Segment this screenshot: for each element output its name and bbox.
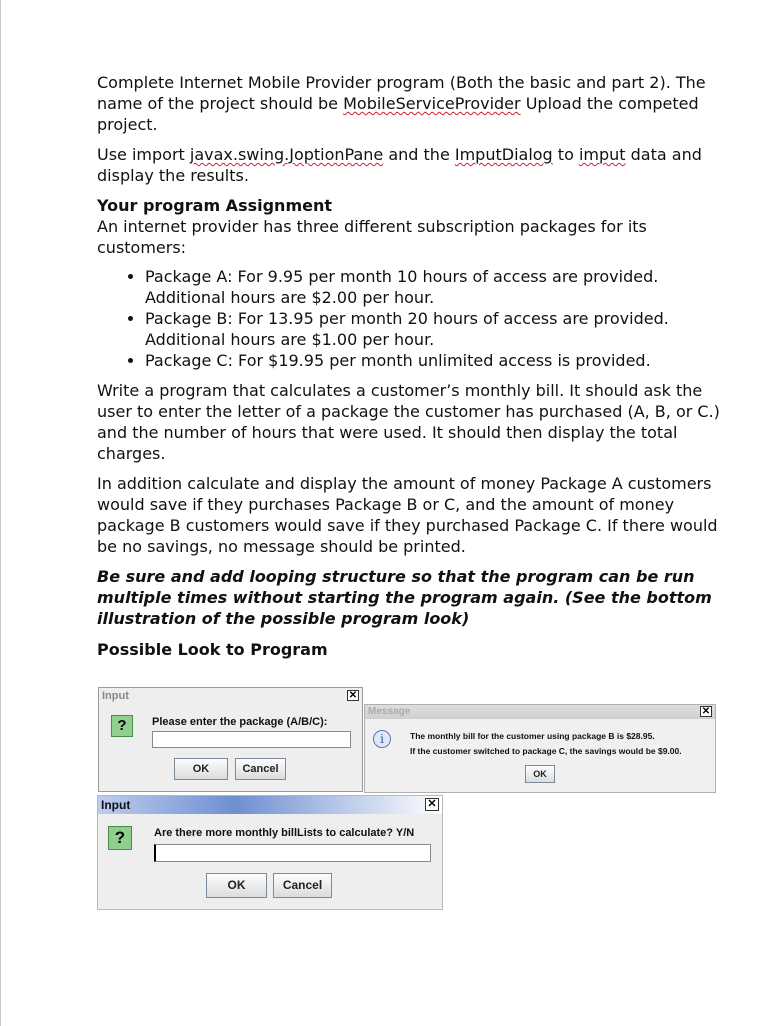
more-bills-prompt: Are there more monthly billLists to calculate? Y/N [154,827,415,839]
imput-term: imput [578,145,626,164]
cancel-button[interactable]: Cancel [273,873,332,898]
bill-message: The monthly bill for the customer using package B is $28.95. [410,731,655,741]
savings-description: In addition calculate and display the amount of money Package A customers would save if they purchases Package B or C, and the amount of money package B customers would save if they purchased Package C. If there would be no savings, no message should be printed. [97,474,718,556]
import-paragraph: Use import javax.swing.JoptionPane and the ImputDialog to imput data and display the results. [97,145,702,185]
package-b-item: • Package B: For 13.95 per month 20 hours of access are provided. Additional hours are $1.00 per hour. [145,308,722,350]
dialog-title: Message [368,706,411,717]
document-body [97,72,722,660]
question-icon: ? [111,715,133,737]
package-list [97,266,722,371]
message-dialog [364,704,716,793]
package-a-item: • Package A: For 9.95 per month 10 hours of access are provided. Additional hours are $2.00 per hour. [145,266,722,308]
input-dialog-term: ImputDialog [454,145,553,164]
looping-note: Be sure and add looping structure so that the program can be run multiple times without starting the program again. (See the bottom illustration of the possible program look) [97,567,712,628]
import-class: javax.swing.JoptionPane [189,145,384,164]
question-icon: ? [108,826,132,850]
assignment-heading: Your program Assignment [97,196,332,215]
program-description: Write a program that calculates a customer’s monthly bill. It should ask the user to enter the letter of a package the customer has purchased (A, B, or C.) and the number of hours that were used. It should then display the total charges. [97,381,720,463]
page-left-border [0,0,1,1026]
dialog-titlebar [365,705,715,719]
savings-message: If the customer switched to package C, the savings would be $9.00. [410,746,682,756]
close-icon[interactable]: ✕ [701,706,711,717]
ok-button[interactable]: OK [525,765,555,783]
assignment-text: An internet provider has three different subscription packages for its customers: [97,217,647,257]
close-icon[interactable]: ✕ [348,690,358,701]
project-name: MobileServiceProvider [343,94,521,113]
cancel-button[interactable]: Cancel [235,758,286,780]
ok-button[interactable]: OK [174,758,228,780]
package-c-item: • Package C: For $19.95 per month unlimited access is provided. [145,350,722,371]
possible-look-heading: Possible Look to Program [97,640,328,659]
dialog-titlebar [98,796,442,814]
more-bills-dialog [97,795,443,910]
input-package-dialog [98,687,363,792]
intro-paragraph [97,72,722,135]
package-prompt: Please enter the package (A/B/C): [152,716,328,728]
package-input[interactable] [152,731,351,748]
ok-button[interactable]: OK [206,873,267,898]
close-icon[interactable]: ✕ [425,798,439,811]
intro-text: Complete Internet Mobile Provider program (Both the basic and part 2). The name of the project should be [97,73,706,113]
dialog-titlebar [99,688,362,704]
dialog-title: Input [102,690,129,702]
intro-text-end: Upload the competed project. [97,94,699,134]
more-bills-input[interactable] [154,844,431,862]
info-icon: i [373,730,391,748]
dialog-title: Input [101,798,131,812]
